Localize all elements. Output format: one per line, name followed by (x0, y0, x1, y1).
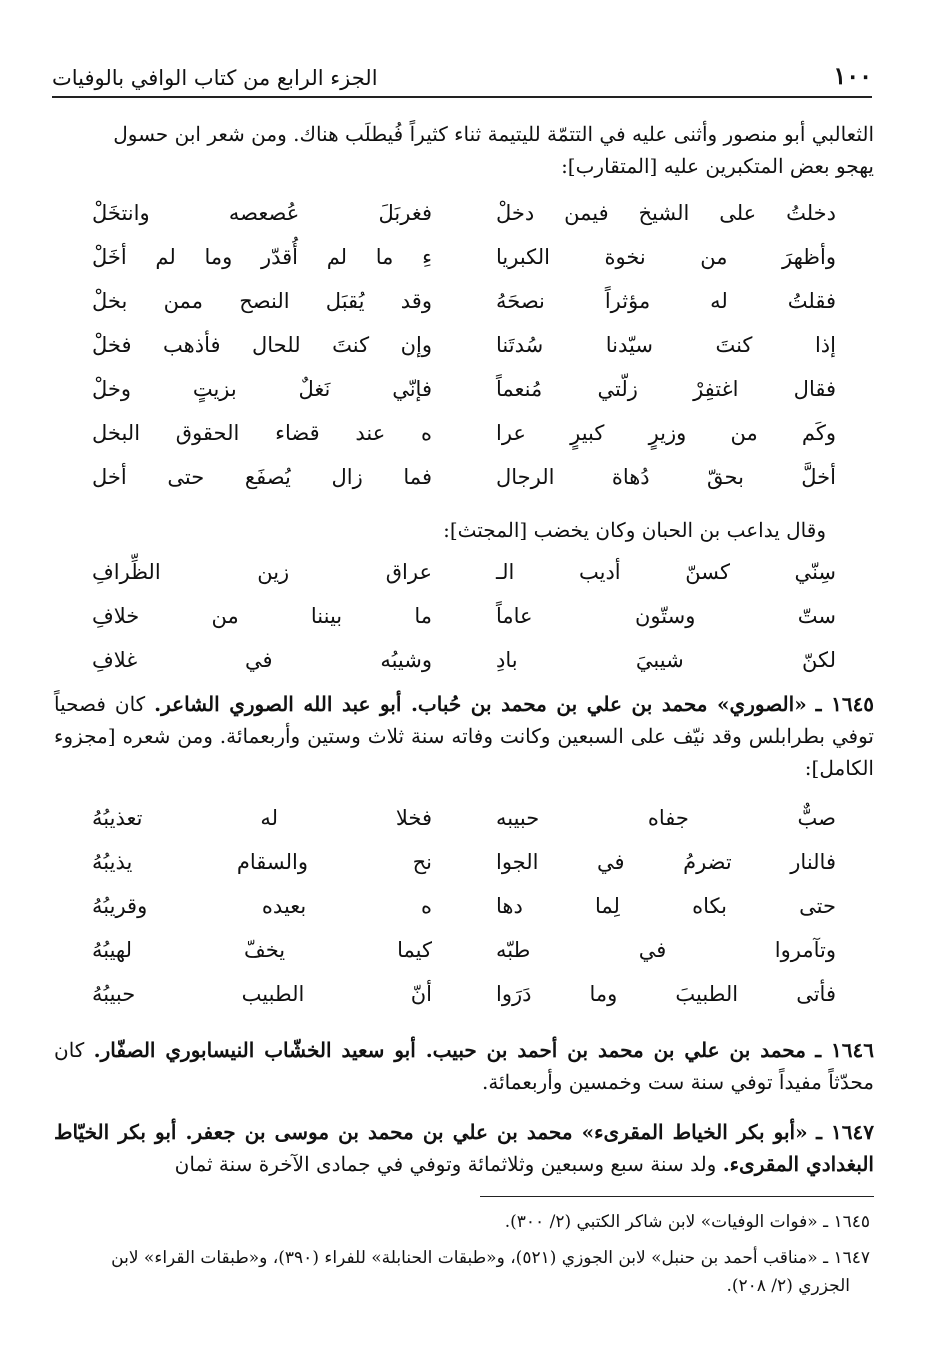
verse-second-hemistich: كيما يخفّ لهيبُهُ (92, 938, 432, 962)
verse-row (92, 550, 836, 594)
intro-paragraph (54, 118, 874, 182)
page-header (52, 56, 872, 98)
entry-text: ولد سنة سبع وسبعين وثلاثمائة وتوفي في جمادى الآخرة سنة ثمان (174, 1152, 717, 1176)
verse-row (92, 235, 836, 279)
verse-row (92, 840, 836, 884)
entry-number: ١٦٤٧ ـ (816, 1120, 875, 1144)
verse-first-hemistich: وكَم من وزيرٍ كبيرٍ عرا (496, 421, 836, 445)
entry-1645 (54, 688, 874, 784)
verse-row (92, 191, 836, 235)
verse-second-hemistich: ه بعيده وقريبُهُ (92, 894, 432, 918)
verse-row (92, 884, 836, 928)
entry-number: ١٦٤٥ ـ (815, 692, 875, 716)
verse-first-hemistich: دخلتُ على الشيخ فيمن دخلْ (496, 201, 836, 225)
verse-second-hemistich: أنّ الطبيب حبيبُهُ (92, 982, 432, 1006)
entry-heading: محمد بن علي بن محمد بن أحمد بن حبيب. أبو سعيد الخشّاب النيسابوري الصفّار. (93, 1038, 806, 1062)
verse-first-hemistich: صبٌّ جفاه حبيبه (496, 806, 836, 830)
verse-second-hemistich: وشيبُه في غلافِ (92, 648, 432, 672)
verse-first-hemistich: فقلتُ له مؤثراً نصحَهُ (496, 289, 836, 313)
footnotes (54, 1208, 870, 1300)
verse-second-hemistich: ما بيننا من خلافِ (92, 604, 432, 628)
verse-second-hemistich: فإنّي نَغلٌ بزيتٍ وخلْ (92, 377, 432, 401)
verse-second-hemistich: فما زال يُصفَع حتى أخل (92, 465, 432, 489)
verse-second-hemistich: فغربَلَ عُصعصه وانتخَلْ (92, 201, 432, 225)
verse-row (92, 323, 836, 367)
verse-second-hemistich: فخلا له تعذيبُهُ (92, 806, 432, 830)
footnote-divider (480, 1196, 874, 1197)
entry-1646 (54, 1034, 874, 1098)
verse-row (92, 411, 836, 455)
verse-second-hemistich: ءِ ما لم أُقدّر وما لم أخَلْ (92, 245, 432, 269)
poem-1 (92, 191, 836, 499)
intro-line-2: يهجو بعض المتكبرين عليه [المتقارب]: (561, 154, 874, 178)
verse-first-hemistich: حتى بكاه لِما دها (496, 894, 836, 918)
verse-row (92, 638, 836, 682)
verse-first-hemistich: إذا كنتَ سيّدنا سُدتَنا (496, 333, 836, 357)
verse-row (92, 455, 836, 499)
verse-row (92, 796, 836, 840)
verse-row (92, 279, 836, 323)
intro-line-1: الثعالبي أبو منصور وأثنى عليه في التتمّة لليتيمة ثناء كثيراً فُيطلَب هناك. ومن شعر ابن حسول (113, 122, 874, 146)
entry-heading: «أبو بكر الخياط المقرىء» محمد بن علي بن محمد بن موسى بن جعفر. أبو بكر الخيّاط البغدادي المقرىء. (54, 1120, 874, 1176)
verse-first-hemistich: فالنار تضرمُ في الجوا (496, 850, 836, 874)
verse-row (92, 594, 836, 638)
running-title: الجزء الرابع من كتاب الوافي بالوفيات (52, 66, 378, 90)
page-number: ١٠٠ (833, 61, 872, 90)
verse-second-hemistich: نح والسقام يذيبُهُ (92, 850, 432, 874)
footnote-1647-line-2: الجزري (٢/ ٢٠٨). (726, 1276, 850, 1296)
verse-second-hemistich: ه عند قضاء الحقوق البخل (92, 421, 432, 445)
verse-row (92, 367, 836, 411)
verse-row (92, 972, 836, 1016)
verse-first-hemistich: أخلَّ بحقّ دُهاة الرجال (496, 465, 836, 489)
verse-second-hemistich: وإن كنتَ للحال فأذهب فخلْ (92, 333, 432, 357)
entry-number: ١٦٤٦ ـ (815, 1038, 875, 1062)
verse-first-hemistich: وأظهرَ من نخوة الكبريا (496, 245, 836, 269)
verse-first-hemistich: وتآمروا في طبّه (496, 938, 836, 962)
verse-first-hemistich: فأتى الطبيبَ وما دَرَوا (496, 982, 836, 1006)
entry-heading: «الصوري» محمد بن علي بن محمد بن حُباب. أبو عبد الله الصوري الشاعر. (154, 692, 807, 716)
entry-1647 (54, 1116, 874, 1180)
footnote-1645: ١٦٤٥ ـ «فوات الوفيات» لابن شاكر الكتبي (٢/ ٣٠٠). (504, 1212, 870, 1232)
verse-second-hemistich: وقد يُقبَل النصح ممن بخلْ (92, 289, 432, 313)
entry-text: كان محدّثاً مفيداً توفي سنة ست وخمسين وأربعمائة. (54, 1038, 874, 1094)
verse-first-hemistich: سِنّي كسنّ أديب الـ (496, 560, 836, 584)
poem-2 (92, 550, 836, 682)
verse-first-hemistich: فقال اغتفِرْ زلّتي مُنعماً (496, 377, 836, 401)
verse-row (92, 928, 836, 972)
poem-3 (92, 796, 836, 1016)
verse-first-hemistich: لكنّ شيبيَ بادِ (496, 648, 836, 672)
verse-first-hemistich: ستّ وستّون عاماً (496, 604, 836, 628)
entry-text: كان فصحياً توفي بطرابلس وقد نيّف على السبعين وكانت وفاته سنة ثلاث وستين وأربعمائة. ومن شعره [مجزوء الكامل]: (54, 692, 874, 780)
footnote-1647-line-1: ١٦٤٧ ـ «مناقب أحمد بن حنبل» لابن الجوزي (٥٢١)، و«طبقات الحنابلة» للفراء (٣٩٠)، و«طبقات القراء» لابن (111, 1248, 870, 1268)
poem-2-intro: وقال يداعب بن الحبان وكان يخضب [المجتث]: (443, 518, 826, 542)
verse-second-hemistich: عراق زين الظِّرافِ (92, 560, 432, 584)
